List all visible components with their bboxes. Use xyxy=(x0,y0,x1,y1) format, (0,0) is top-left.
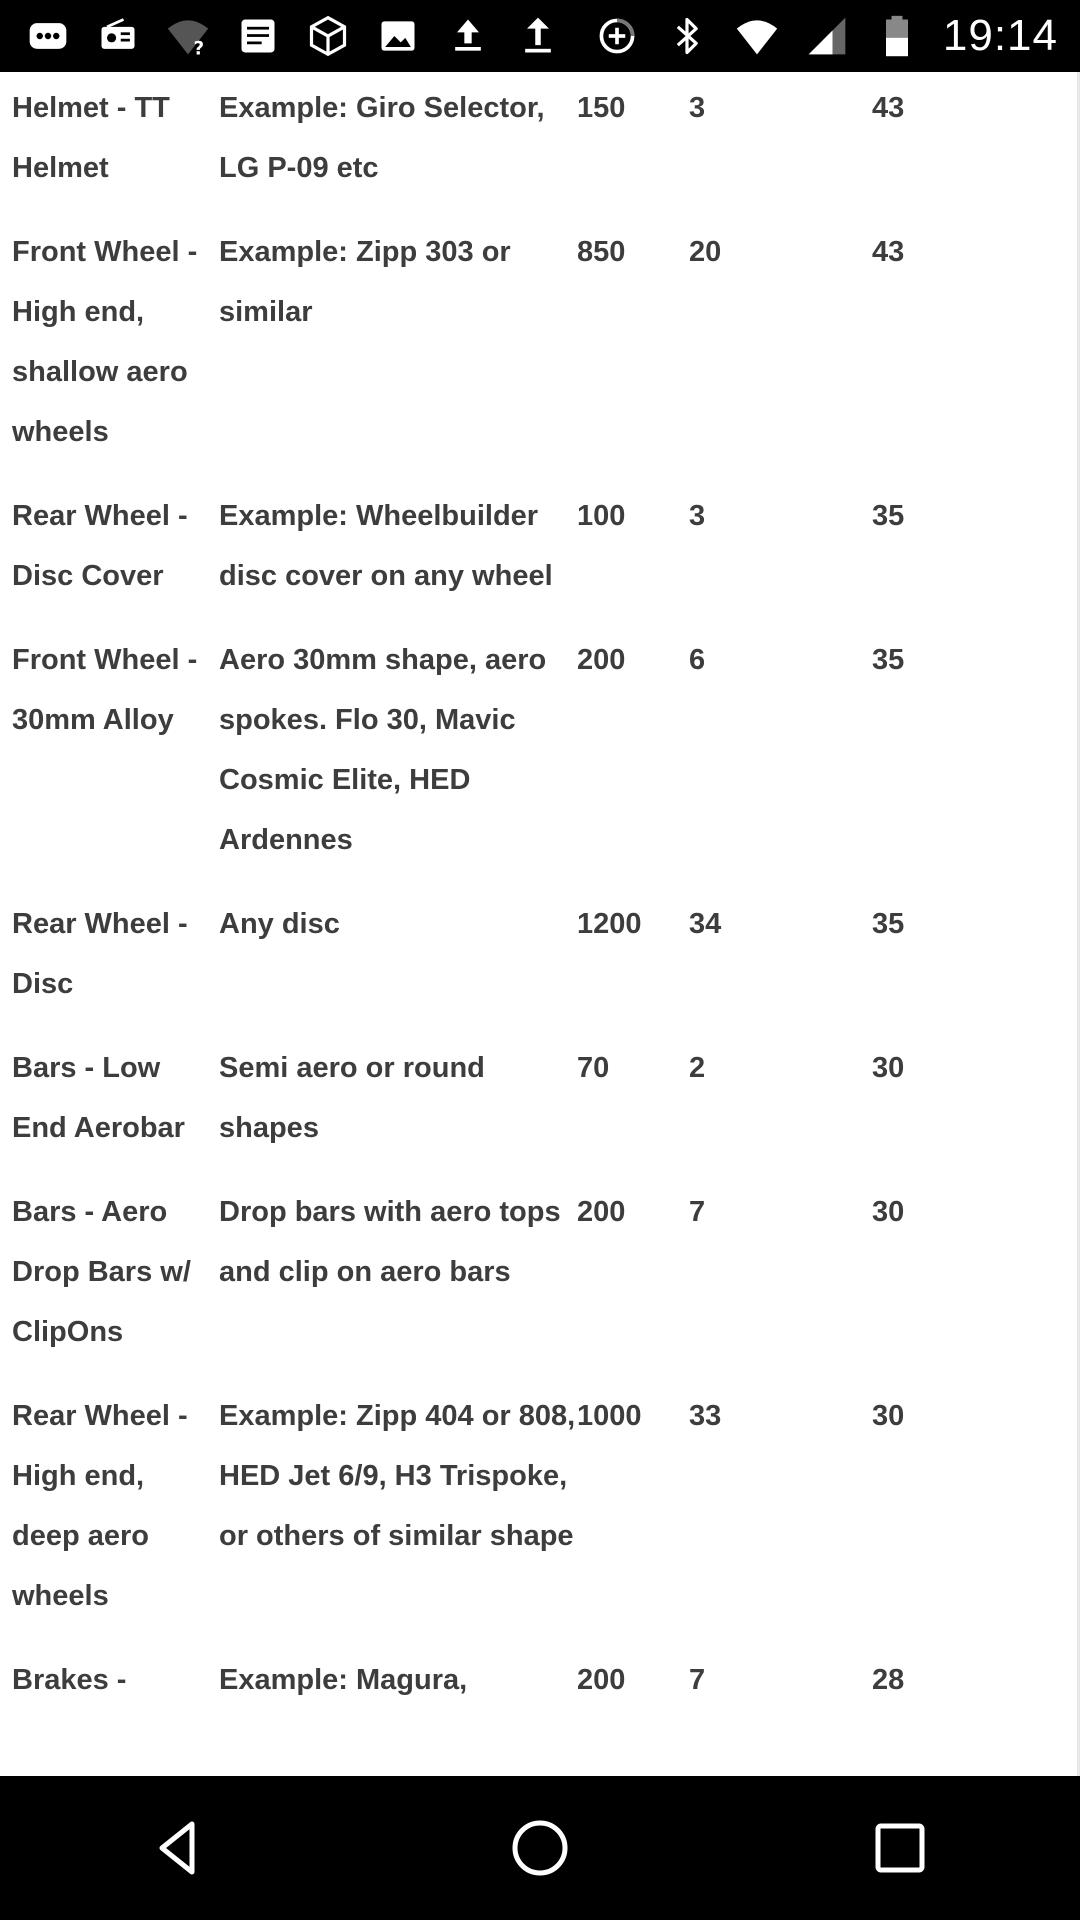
table-row xyxy=(12,78,1072,222)
table-cell-value: 20 xyxy=(689,236,722,268)
table-cell-value: 100 xyxy=(577,500,626,532)
table-cell-description: Any disc xyxy=(219,908,340,940)
back-button[interactable] xyxy=(120,1788,240,1908)
table-cell-value: 30 xyxy=(872,1196,905,1228)
web-content[interactable] xyxy=(0,72,1080,1776)
navigation-bar xyxy=(0,1776,1080,1920)
table-row xyxy=(12,1182,1072,1386)
table-cell-description: Example: Magura, xyxy=(219,1664,468,1696)
table-cell-item: Bars - Low End Aerobar xyxy=(12,1052,185,1144)
table-cell-value: 30 xyxy=(872,1052,905,1084)
table-cell-item: Bars - Aero Drop Bars w/ ClipOns xyxy=(12,1196,191,1348)
table-row xyxy=(12,1038,1072,1182)
table-cell-value: 1000 xyxy=(577,1400,642,1432)
notification-icons xyxy=(0,12,562,60)
table-cell-value: 7 xyxy=(689,1664,706,1696)
wifi-question-icon xyxy=(164,12,212,60)
bluetooth-icon xyxy=(663,12,711,60)
table-cell-item: Front Wheel - High end, shallow aero wheels xyxy=(12,236,198,448)
table-cell-item: Rear Wheel - Disc xyxy=(12,908,188,1000)
battery-icon xyxy=(873,12,921,60)
table-cell-value: 200 xyxy=(577,1664,626,1696)
table-row xyxy=(12,1386,1072,1650)
radio-icon xyxy=(94,12,142,60)
table-cell-value: 6 xyxy=(689,644,706,676)
table-cell-value: 33 xyxy=(689,1400,722,1432)
cube-icon xyxy=(304,12,352,60)
table-row xyxy=(12,1650,1072,1734)
table-cell-value: 28 xyxy=(872,1664,905,1696)
table-cell-description: Aero 30mm shape, aero spokes. Flo 30, Mavic Cosmic Elite, HED Ardennes xyxy=(219,644,547,856)
messages-icon xyxy=(24,12,72,60)
table-cell-description: Example: Zipp 404 or 808, HED Jet 6/9, H3 Trispoke, or others of similar shape xyxy=(219,1400,576,1552)
table-cell-value: 850 xyxy=(577,236,626,268)
wifi-icon xyxy=(733,12,781,60)
table-row xyxy=(12,486,1072,630)
table-cell-value: 34 xyxy=(689,908,722,940)
table-cell-value: 30 xyxy=(872,1400,905,1432)
table-cell-description: Example: Giro Selector, LG P-09 etc xyxy=(219,92,545,184)
table-cell-value: 43 xyxy=(872,92,905,124)
svg-text:?: ? xyxy=(193,38,205,58)
table-cell-item: Brakes - xyxy=(12,1664,127,1696)
table-cell-item: Rear Wheel - Disc Cover xyxy=(12,500,188,592)
table-cell-value: 3 xyxy=(689,500,706,532)
table-cell-description: Example: Wheelbuilder disc cover on any wheel xyxy=(219,500,553,592)
status-bar xyxy=(0,0,1080,72)
table-row xyxy=(12,894,1072,1038)
table-cell-value: 200 xyxy=(577,644,626,676)
table-cell-value: 150 xyxy=(577,92,626,124)
recents-button[interactable] xyxy=(840,1788,960,1908)
recents-icon xyxy=(868,1816,932,1880)
table-cell-value: 35 xyxy=(872,908,905,940)
clock: 19:14 xyxy=(942,11,1058,60)
data-saver-icon xyxy=(593,12,641,60)
table-cell-value: 2 xyxy=(689,1052,706,1084)
table-cell-value: 70 xyxy=(577,1052,610,1084)
table-cell-value: 1200 xyxy=(577,908,642,940)
home-icon xyxy=(508,1816,572,1880)
system-icons xyxy=(593,11,1080,61)
signal-icon xyxy=(803,12,851,60)
table-row xyxy=(12,630,1072,894)
table-cell-item: Front Wheel - 30mm Alloy xyxy=(12,644,198,736)
home-button[interactable] xyxy=(480,1788,600,1908)
table-cell-item: Rear Wheel - High end, deep aero wheels xyxy=(12,1400,188,1612)
upload-icon xyxy=(514,12,562,60)
table-cell-value: 7 xyxy=(689,1196,706,1228)
table-row xyxy=(12,222,1072,486)
notes-icon xyxy=(234,12,282,60)
table-cell-description: Drop bars with aero tops and clip on aero bars xyxy=(219,1196,561,1288)
table-cell-description: Semi aero or round shapes xyxy=(219,1052,485,1144)
image-icon xyxy=(374,12,422,60)
table-cell-item: Helmet - TT Helmet xyxy=(12,92,170,184)
table-cell-description: Example: Zipp 303 or similar xyxy=(219,236,511,328)
table-cell-value: 35 xyxy=(872,644,905,676)
table-cell-value: 200 xyxy=(577,1196,626,1228)
table-cell-value: 43 xyxy=(872,236,905,268)
upload-icon xyxy=(444,12,492,60)
parts-table xyxy=(12,78,1072,1734)
back-icon xyxy=(148,1816,212,1880)
table-cell-value: 3 xyxy=(689,92,706,124)
table-cell-value: 35 xyxy=(872,500,905,532)
